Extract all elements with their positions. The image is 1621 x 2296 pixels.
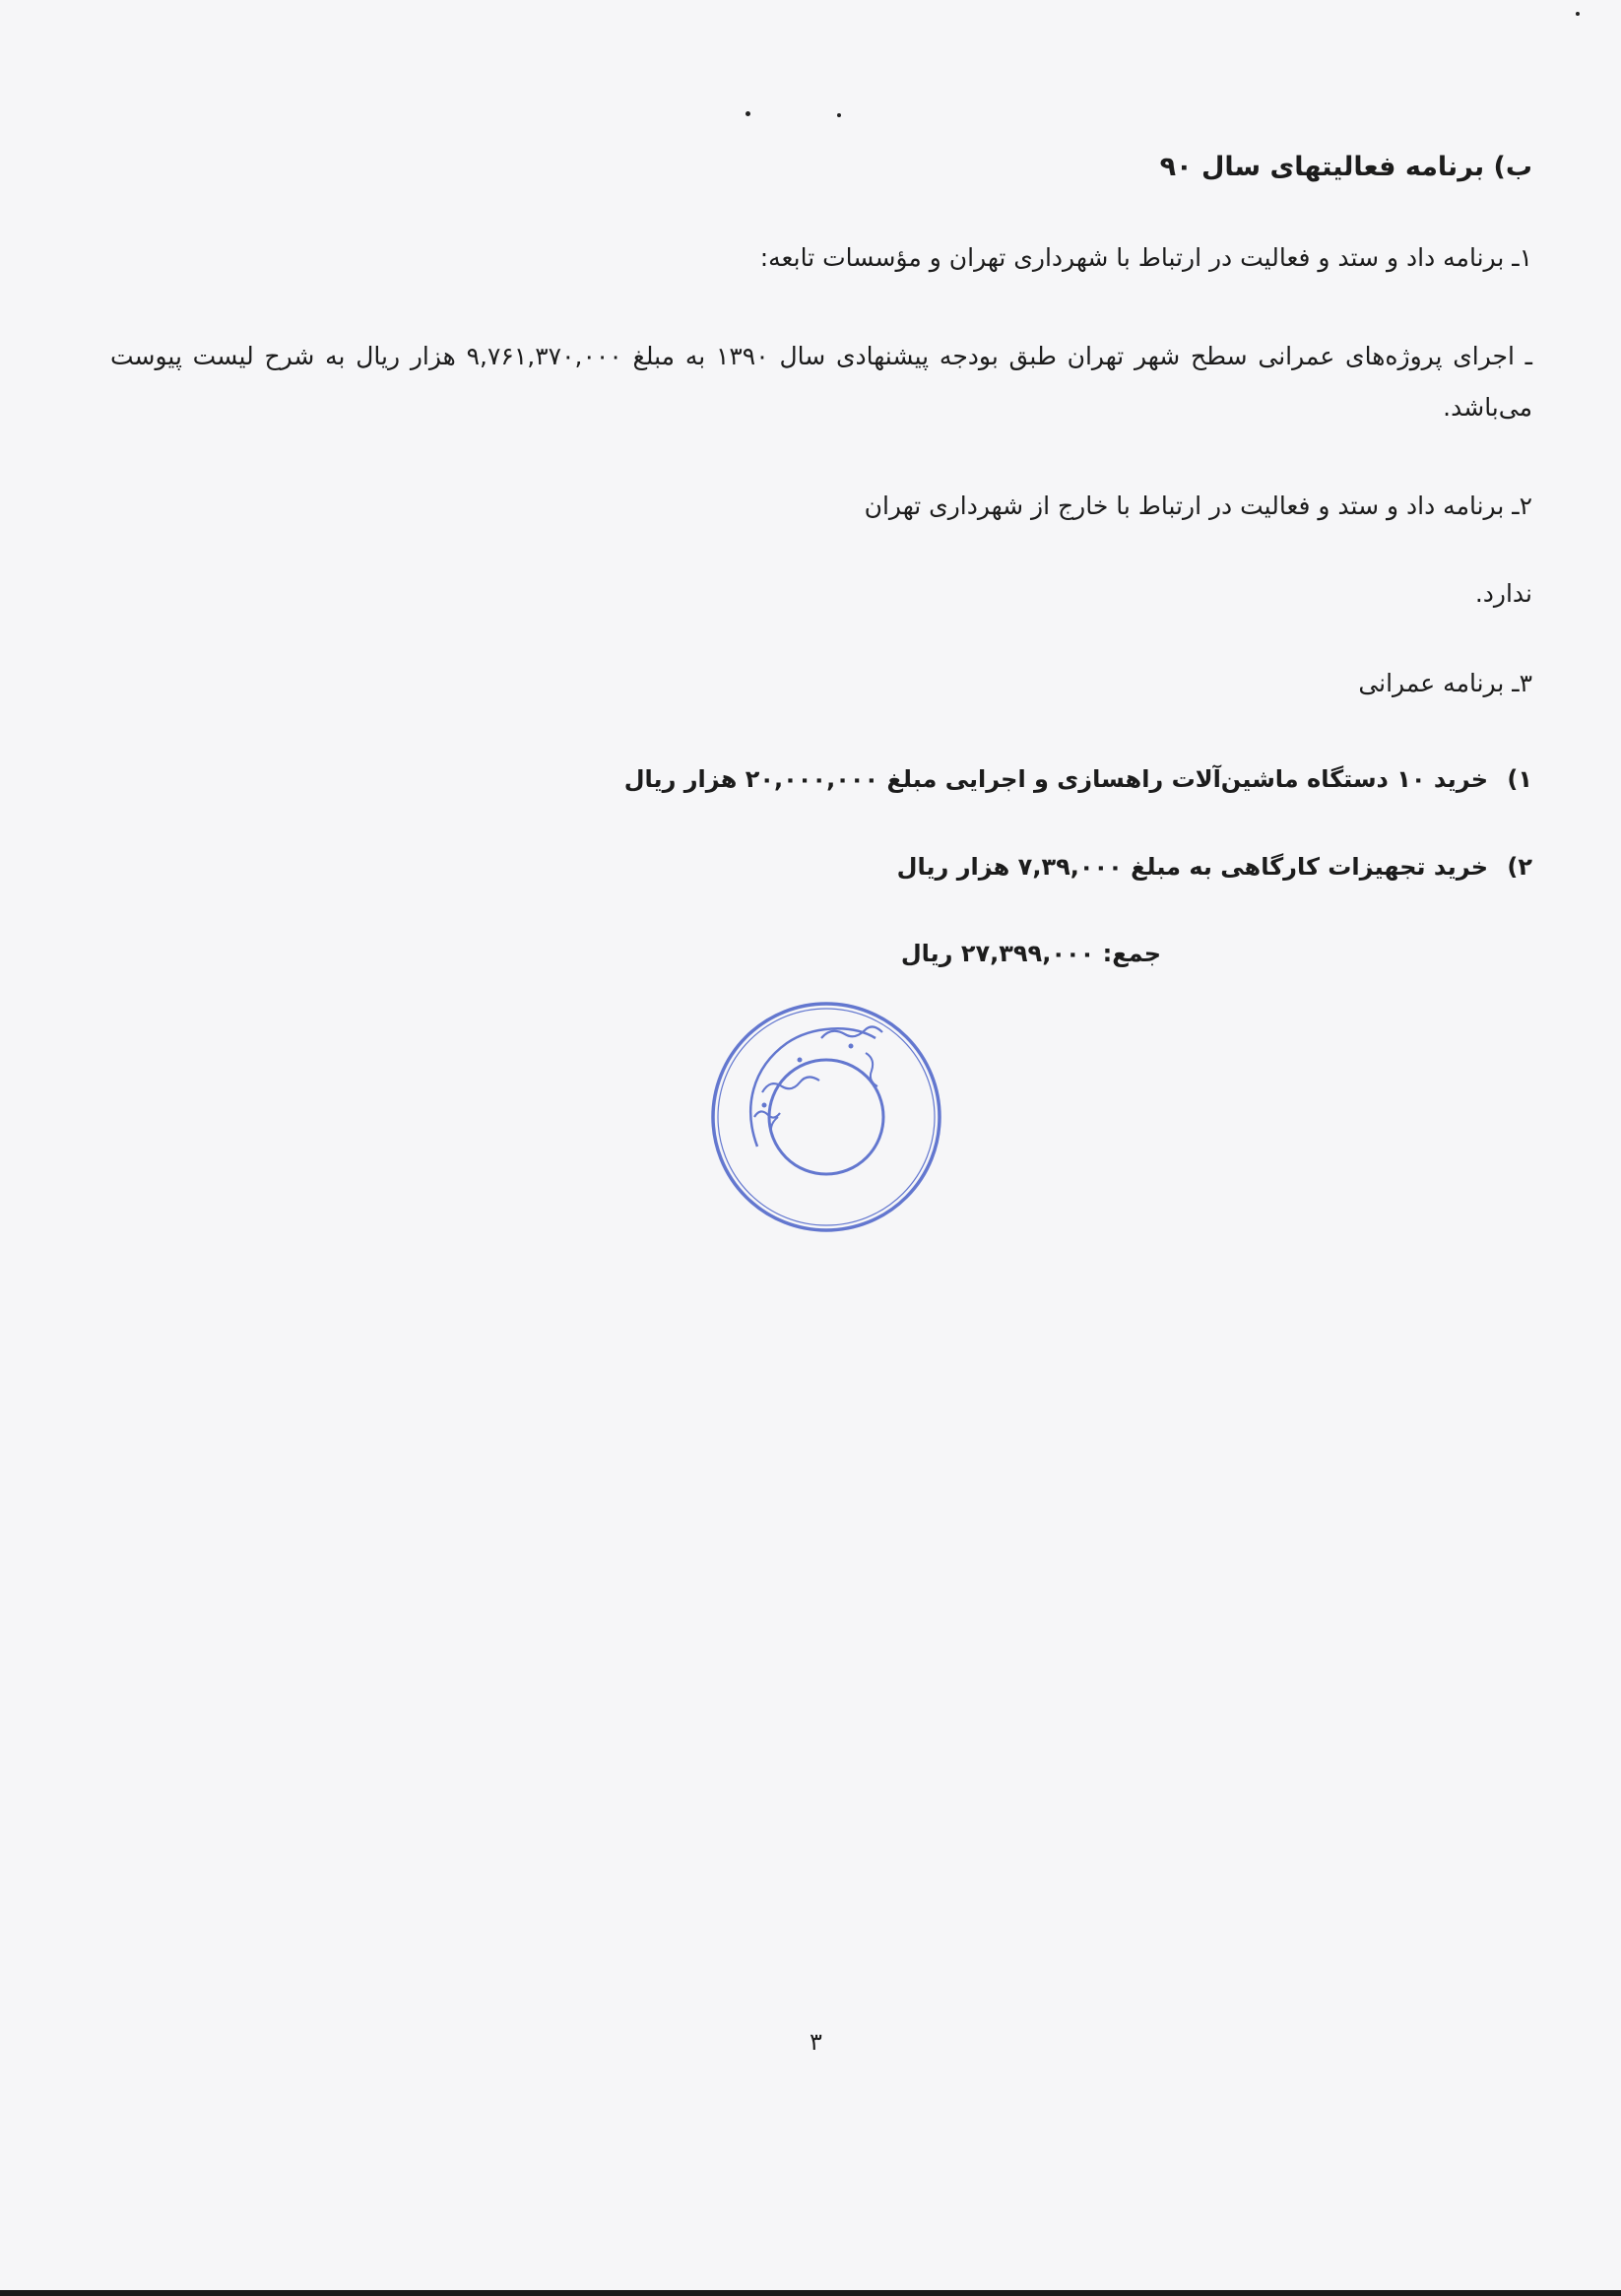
section-heading: ب) برنامه فعالیتهای سال ۹۰ (1159, 152, 1532, 182)
page-number: ۳ (810, 2028, 822, 2056)
item-2-body: ندارد. (1474, 579, 1532, 608)
item-1-title: ۱ـ برنامه داد و ستد و فعالیت در ارتباط با شهرداری تهران و مؤسسات تابعه: (759, 243, 1532, 272)
total-amount: جمع: ۲۷,۳۹۹,۰۰۰ ریال (900, 940, 1161, 967)
scan-bottom-edge (0, 2290, 1621, 2296)
item-1-body: ـ اجرای پروژه‌های عمرانی سطح شهر تهران طبق بودجه پیشنهادی سال ۱۳۹۰ به مبلغ ۹,۷۶۱,۳۷۰,۰۰۰ هزار ریال به شرح لیست پیوست می‌باشد. (110, 342, 1532, 422)
scan-speck (1576, 12, 1580, 16)
civil-item-number: (۱ (1507, 765, 1532, 793)
council-stamp (703, 999, 945, 1241)
civil-item-text: خرید ۱۰ دستگاه ماشین‌آلات راهسازی و اجرایی مبلغ ۲۰,۰۰۰,۰۰۰ هزار ریال (623, 765, 1488, 793)
item-3-title: ۳ـ برنامه عمرانی (1358, 669, 1532, 697)
stamp-seal-icon (703, 999, 945, 1241)
scan-speck (837, 113, 841, 117)
civil-item-text: خرید تجهیزات کارگاهی به مبلغ ۷,۳۹,۰۰۰ هزار ریال (896, 853, 1488, 881)
scan-speck (746, 111, 750, 116)
civil-item-number: (۲ (1507, 853, 1532, 881)
item-2-title: ۲ـ برنامه داد و ستد و فعالیت در ارتباط با خارج از شهرداری تهران (864, 492, 1532, 520)
